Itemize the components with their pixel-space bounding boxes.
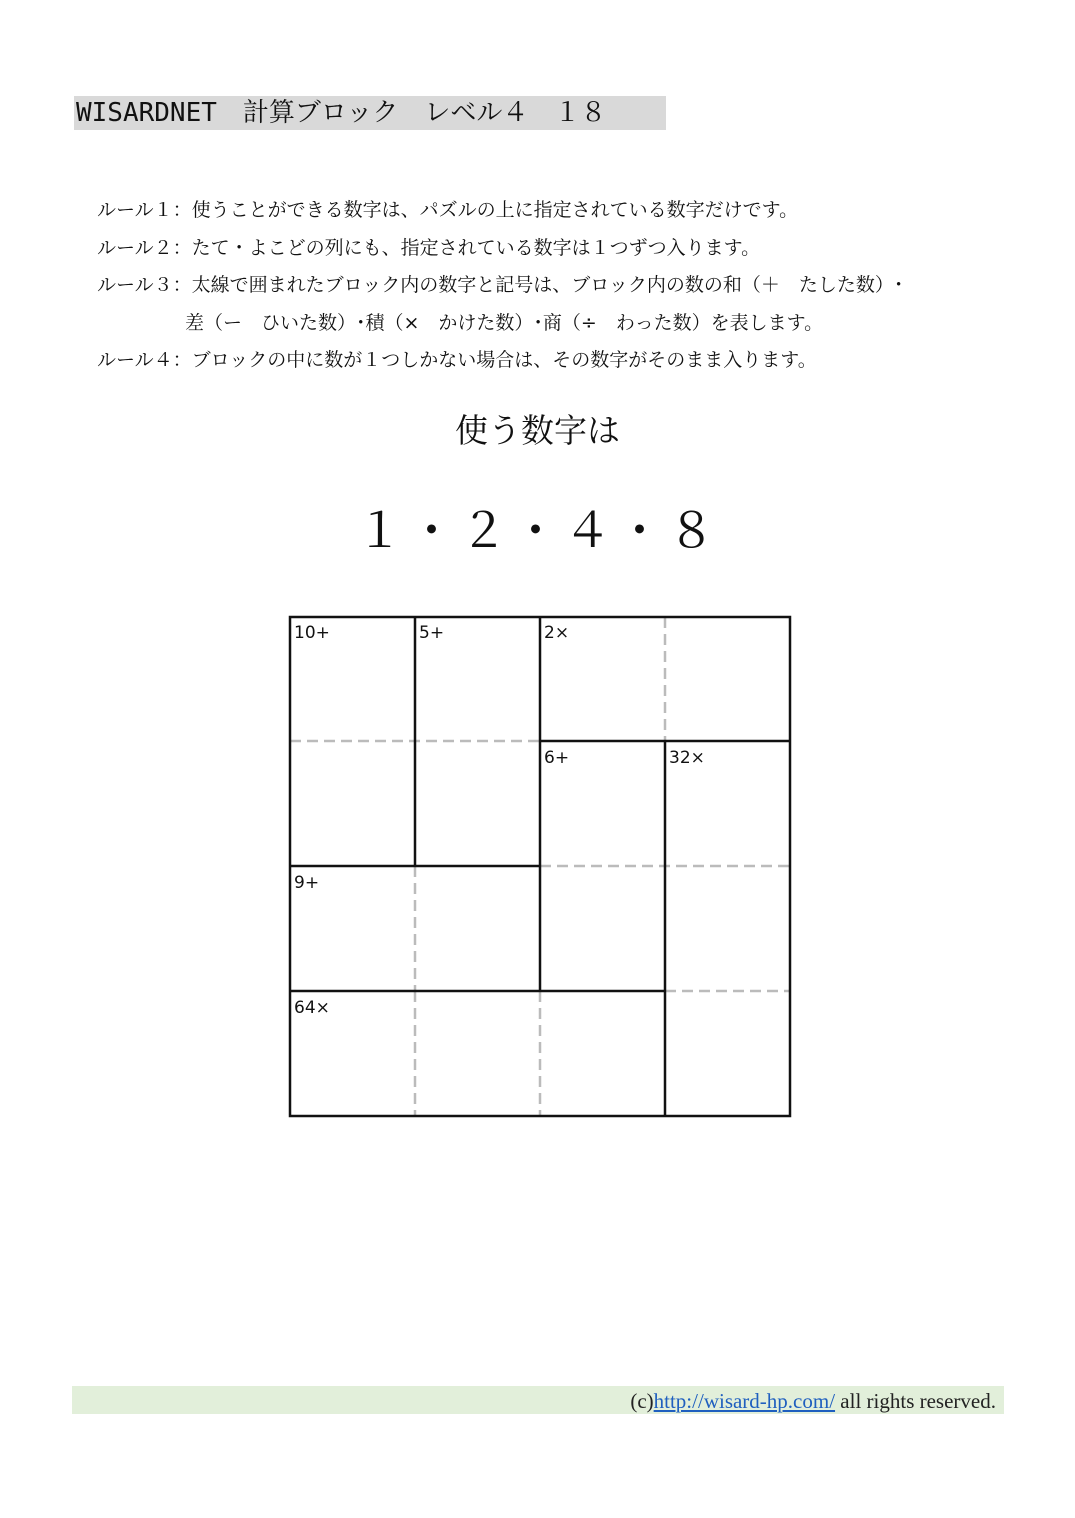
clue-5-plus: 5+ [419,623,445,643]
rule-1: ルール１：使うことができる数字は、パズルの上に指定されている数字だけです。 [97,199,799,221]
clue-2-times: 2× [544,623,570,643]
rule-2: ルール２：たて・よこどの列にも、指定されている数字は１つずつ入ります。 [97,236,761,259]
numbers-list: １・２・４・８ [355,503,720,559]
website-link[interactable]: http://wisard-hp.com/ [653,1389,836,1413]
clue-64-times: 64× [294,998,330,1018]
footer-bar [72,1386,1004,1414]
copyright-suffix: all rights reserved. [835,1389,996,1413]
rule-4: ルール４：ブロックの中に数が１つしかない場合は、その数字がそのまま入ります。 [97,349,817,371]
clue-9-plus: 9+ [294,873,320,893]
page-title: WISARDNET 計算ブロック レベル４ １８ [76,98,607,128]
rule-3-continued: 差（ー ひいた数）･積（× かけた数）･商（÷ わった数）を表します。 [185,311,824,334]
copyright-text [630,1386,996,1416]
numbers-heading: 使う数字は [455,411,620,450]
copyright-prefix: (c) [630,1389,654,1413]
rules-section [97,192,1037,380]
title-bar [74,96,666,130]
rule-3: ルール３：太線で囲まれたブロック内の数字と記号は、ブロック内の数の和（＋ たした数）･ [97,274,904,296]
clue-10-plus: 10+ [294,623,330,643]
puzzle-grid-lines [288,615,792,1118]
puzzle-grid [288,615,792,1118]
clue-6-plus: 6+ [544,748,570,768]
clue-32-times: 32× [669,748,705,768]
